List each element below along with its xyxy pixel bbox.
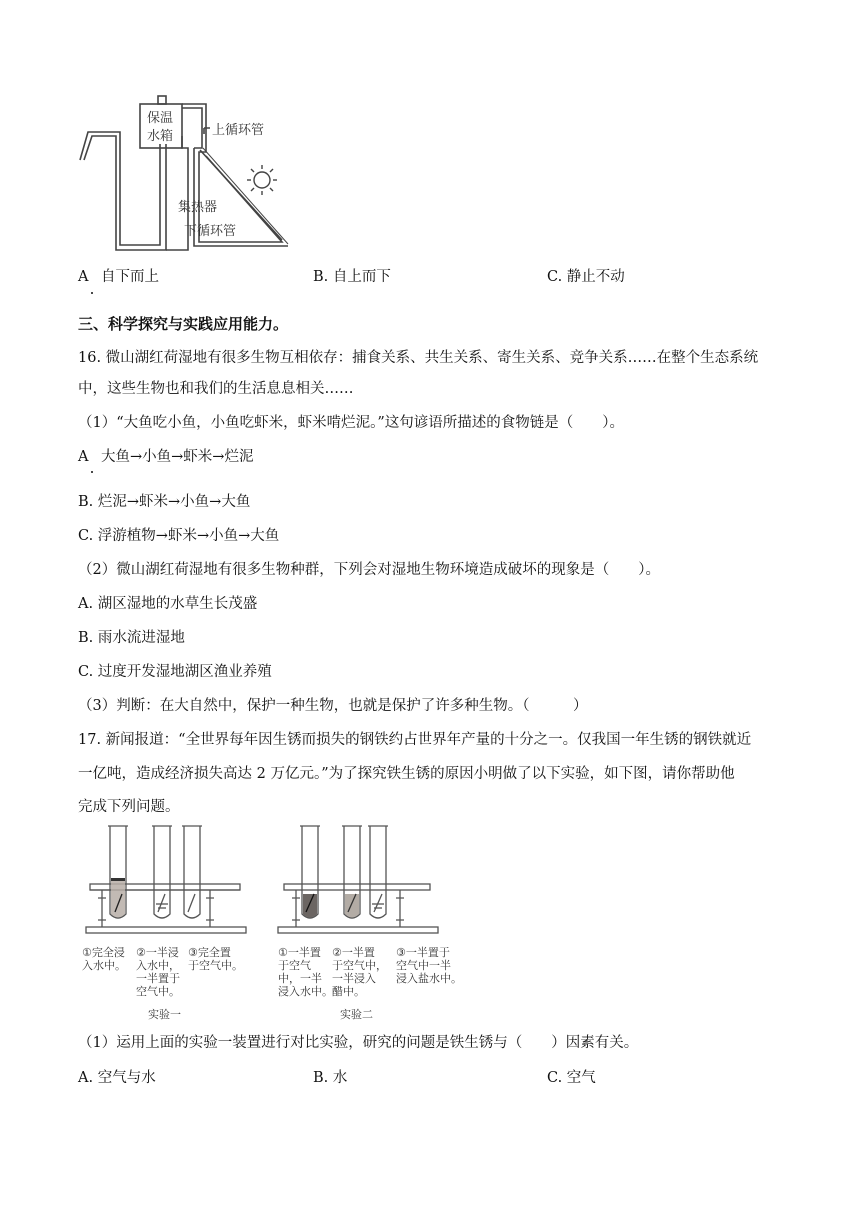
q16-p1-option-b: B. 烂泥→虾米→小鱼→大鱼	[78, 494, 251, 510]
exp2-label2-c: 一半浸入	[332, 972, 376, 985]
rust-experiment-figure	[78, 822, 478, 1022]
q17-stem-line1: 17. 新闻报道：“全世界每年因生锈而损失的钢铁约占世界年产量的十分之一。仅我国一年生锈的钢铁就近	[78, 732, 752, 748]
exp2-label1-a: ①一半置	[278, 946, 321, 959]
exp2-label2-a: ②一半置	[332, 946, 375, 959]
exp1-label2-a: ②一半浸	[136, 946, 179, 959]
sun-icon	[247, 165, 277, 195]
section-3-title: 三、科学探究与实践应用能力。	[78, 315, 289, 333]
exp2-label2-d: 醋中。	[332, 985, 365, 998]
q16-p2-option-a: A. 湖区湿地的水草生长茂盛	[78, 596, 258, 612]
q16-part3: （3）判断：在大自然中，保护一种生物，也就是保护了许多种生物。（ ）	[78, 698, 588, 714]
exp1-label2-b: 入水中，	[136, 959, 180, 972]
tank-label-1: 保温	[147, 111, 174, 126]
exp2-label3-c: 浸入盐水中。	[396, 972, 462, 985]
q17-stem-line2: 一亿吨，造成经济损失高达 2 万亿元。”为了探究铁生锈的原因小明做了以下实验，如下图，请你帮助他	[78, 766, 735, 782]
exp1-label1-b: 入水中。	[82, 959, 126, 972]
exp1-label1-a: ①完全浸	[82, 946, 125, 959]
exp2-label1-b: 于空气	[278, 959, 311, 972]
q17-stem-line3: 完成下列问题。	[78, 799, 180, 815]
q16-part1: （1）“大鱼吃小鱼，小鱼吃虾米，虾米啃烂泥。”这句谚语所描述的食物链是（ ）。	[78, 415, 625, 431]
q15-option-a-letter: A	[78, 269, 89, 285]
exp1-label2-d: 空气中。	[136, 985, 180, 998]
q16-p1-option-c: C. 浮游植物→虾米→小鱼→大鱼	[78, 528, 280, 544]
exp2-label2-b: 于空气中，	[332, 959, 387, 972]
q15-option-c: C. 静止不动	[547, 269, 625, 285]
q16-p1-option-a: 大鱼→小鱼→虾米→烂泥	[101, 449, 254, 465]
q16-p2-option-b: B. 雨水流进湿地	[78, 630, 185, 646]
exp1-label3-b: 于空气中。	[188, 959, 243, 972]
q17-p1-option-b: B. 水	[313, 1070, 348, 1086]
exp1-caption: 实验一	[148, 1008, 181, 1021]
lower-pipe-label: 下循环管	[184, 224, 237, 239]
q17-p1-option-a: A. 空气与水	[78, 1070, 156, 1086]
exp2-label3-b: 空气中一半	[396, 959, 451, 972]
exp1-label2-c: 一半置于	[136, 972, 180, 985]
q16-p1-option-a-letter: A	[78, 449, 89, 465]
q16-part2: （2）微山湖红荷湿地有很多生物种群，下列会对湿地生物环境造成破坏的现象是（ ）。	[78, 562, 660, 578]
collector-label: 集热器	[178, 200, 218, 215]
q16-stem-line1: 16. 微山湖红荷湿地有很多生物互相依存：捕食关系、共生关系、寄生关系、竞争关系……在整个生态系统	[78, 350, 759, 366]
exp2-label1-d: 浸入水中。	[278, 985, 333, 998]
q16-stem-line2: 中，这些生物也和我们的生活息息相关……	[78, 381, 354, 397]
exp2-label1-c: 中，一半	[278, 972, 322, 985]
q15-option-a: 自下而上	[101, 269, 159, 285]
q17-p1-option-c: C. 空气	[547, 1070, 596, 1086]
solar-heater-figure	[70, 90, 300, 255]
q16-p2-option-c: C. 过度开发湿地湖区渔业养殖	[78, 664, 272, 680]
q15-option-b: B. 自上而下	[313, 269, 391, 285]
exp2-caption: 实验二	[340, 1008, 373, 1021]
exp1-label3-a: ③完全置	[188, 946, 231, 959]
upper-pipe-label: 上循环管	[212, 123, 265, 138]
q17-part1: （1）运用上面的实验一装置进行对比实验，研究的问题是铁生锈与（ ）因素有关。	[78, 1035, 639, 1051]
tank-label-2: 水箱	[147, 129, 174, 144]
exp2-label3-a: ③一半置于	[396, 946, 450, 959]
